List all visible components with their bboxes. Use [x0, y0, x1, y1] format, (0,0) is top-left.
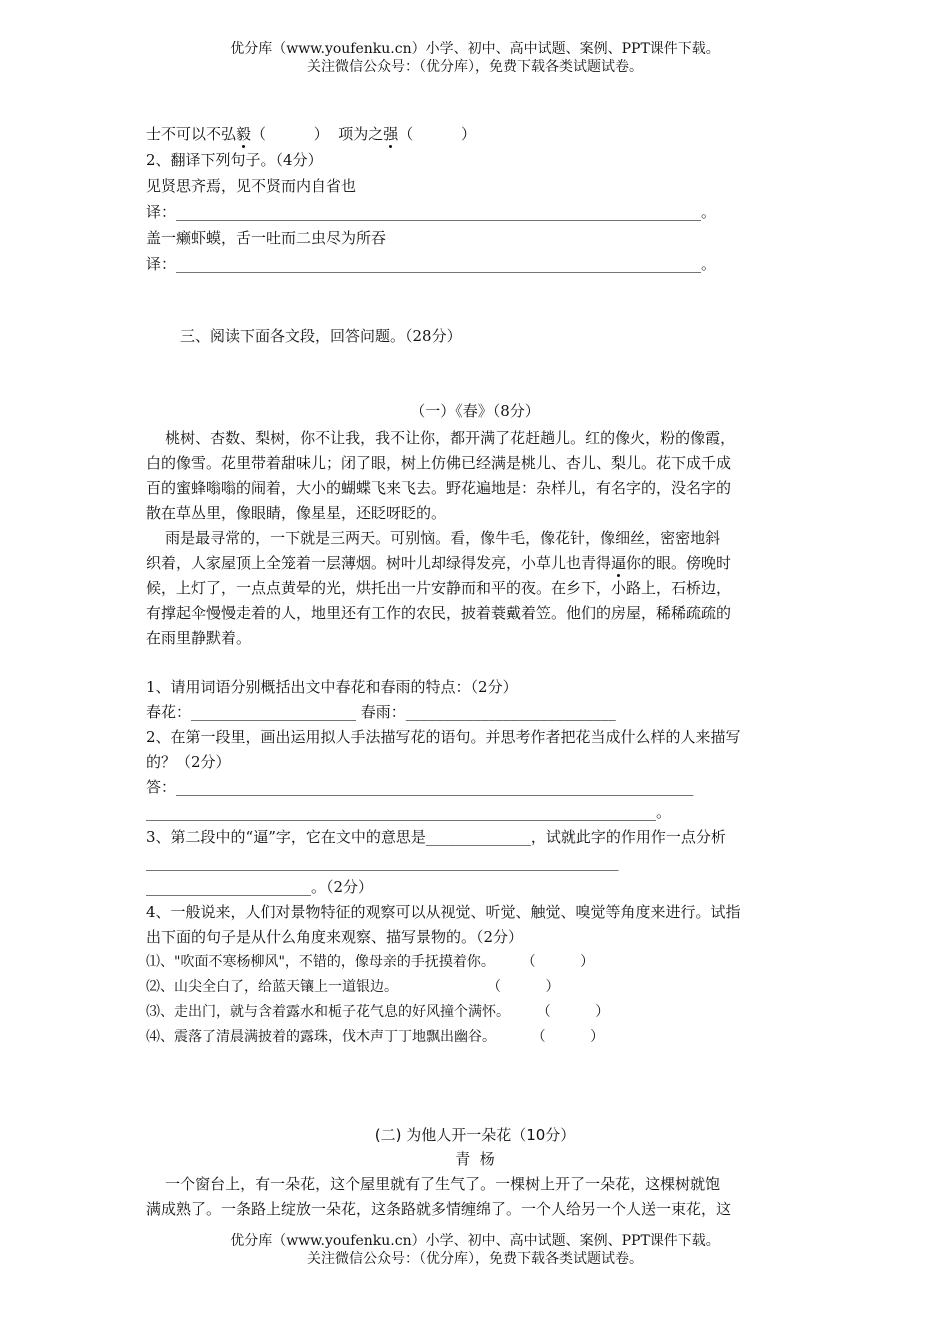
- passage-2-line: 满成熟了。一条路上绽放一朵花，这条路就多情缠绵了。一个人给另一个人送一束花，这: [146, 1200, 732, 1218]
- translation-line-1[interactable]: 译：______________________________________________________________________。: [146, 203, 717, 221]
- passage-1-line: 有撑起伞慢慢走着的人，地里还有工作的农民，披着蓑戴着笠。他们的房屋，稀稀疏疏的: [146, 604, 732, 622]
- passage-2-line: 一个窗台上，有一朵花，这个屋里就有了生气了。一棵树上开了一朵花，这棵树就饱: [146, 1175, 721, 1193]
- vocab-dot-char-1: 毅: [236, 125, 252, 143]
- question-4-item[interactable]: ⑵、山尖全白了，给蓝天镶上一道银边。 （ ）: [146, 979, 560, 995]
- question-4-line: 4、一般说来，人们对景物特征的观察可以从视觉、听觉、触觉、嗅觉等角度来进行。试指: [146, 903, 741, 921]
- passage-1-line: 百的蜜蜂嗡嗡的闹着，大小的蝴蝶飞来飞去。野花遍地是：杂样儿，有名字的，没名字的: [146, 479, 732, 497]
- passage-1-line: 候，上灯了，一点点黄晕的光，烘托出一片安静而和平的夜。在乡下，小路上，石桥边，: [146, 579, 732, 597]
- question-4-item[interactable]: ⑷、震落了清晨满披着的露珠，伐木声丁丁地飘出幽谷。 （ ）: [146, 1029, 605, 1045]
- vocab-suffix: （ ）: [398, 125, 476, 143]
- section-3-title: 三、阅读下面各文段，回答问题。（28分）: [180, 327, 462, 345]
- question-2-line: 2、在第一段里，画出运用拟人手法描写花的语句。并思考作者把花当成什么样的人来描写: [146, 728, 741, 746]
- vocab-prefix: 士不可以不弘: [146, 125, 237, 143]
- translate-question-title: 2、翻译下列句子。（4分）: [146, 151, 323, 169]
- question-1-title: 1、请用词语分别概括出文中春花和春雨的特点：（2分）: [146, 678, 518, 696]
- question-4-line: 出下面的句子是从什么角度来观察、描写景物的。（2分）: [146, 928, 524, 946]
- vocab-mid: （ ） 项为之: [251, 125, 384, 143]
- vocab-line: [146, 124, 476, 144]
- question-3-line: 3、第二段中的“逼”字，它在文中的意思是______________，试就此字的作用作一点分析: [146, 828, 726, 846]
- question-2-answer[interactable]: ____________________________________________________________________。: [146, 803, 672, 821]
- header-line-1: 优分库（www.youfenku.cn）小学、初中、高中试题、案例、PPT课件下载。: [230, 41, 720, 57]
- passage-2-title: (二) 为他人开一朵花（10分）: [374, 1126, 576, 1144]
- translation-line-2[interactable]: 译：______________________________________________________________________。: [146, 255, 717, 273]
- passage-1-line: 桃树、杏数、梨树，你不让我，我不让你，都开满了花赶趟儿。红的像火，粉的像霞，: [146, 429, 736, 447]
- passage-1-line: [146, 553, 731, 573]
- passage-1-line: 散在草丛里，像眼睛，像星星，还眨呀眨的。: [146, 504, 447, 522]
- footer-line-2: 关注微信公众号：（优分库），免费下载各类试题试卷。: [307, 1251, 643, 1267]
- sentence-1: 见贤思齐焉，见不贤而内自省也: [146, 177, 357, 195]
- sentence-2: 盖一癞虾蟆，舌一吐而二虫尽为所吞: [146, 229, 387, 247]
- question-2-answer[interactable]: 答：_____________________________________________________________________: [146, 778, 694, 796]
- passage-1-line: 雨是最寻常的，一下就是三两天。可别恼。看，像牛毛，像花针，像细丝，密密地斜: [146, 529, 721, 547]
- vocab-dot-char-2: 强: [383, 125, 399, 143]
- passage-2-author: 青 杨: [455, 1150, 495, 1168]
- passage-text: 织着，人家屋顶上全笼着一层薄烟。树叶儿却绿得发亮，小草儿也青得: [146, 554, 612, 572]
- passage-1-line: 白的像雪。花里带着甜味儿；闭了眼，树上仿佛已经满是桃儿、杏儿、梨儿。花下成千成: [146, 454, 732, 472]
- question-4-item[interactable]: ⑴、"吹面不寒杨柳风"，不错的，像母亲的手抚摸着你。 （ ）: [146, 954, 595, 970]
- passage-1-line: 在雨里静默着。: [146, 629, 252, 647]
- question-3-answer[interactable]: ______________________。（2分）: [146, 878, 374, 896]
- question-2-line: 的？（2分）: [146, 753, 231, 771]
- passage-text: 你的眼。傍晚时: [626, 554, 732, 572]
- header-line-2: 关注微信公众号：（优分库），免费下载各类试题试卷。: [307, 59, 643, 75]
- emphasis-char: 逼: [611, 554, 627, 572]
- question-4-item[interactable]: ⑶、走出门，就与含着露水和栀子花气息的好风撞个满怀。 （ ）: [146, 1004, 610, 1020]
- question-3-answer[interactable]: _______________________________________________________________: [146, 853, 619, 871]
- question-1-answer[interactable]: 春花：______________________ 春雨：____________________________: [146, 703, 616, 721]
- footer-line-1: 优分库（www.youfenku.cn）小学、初中、高中试题、案例、PPT课件下载。: [230, 1233, 720, 1249]
- passage-1-title: （一）《春》（8分）: [410, 402, 540, 420]
